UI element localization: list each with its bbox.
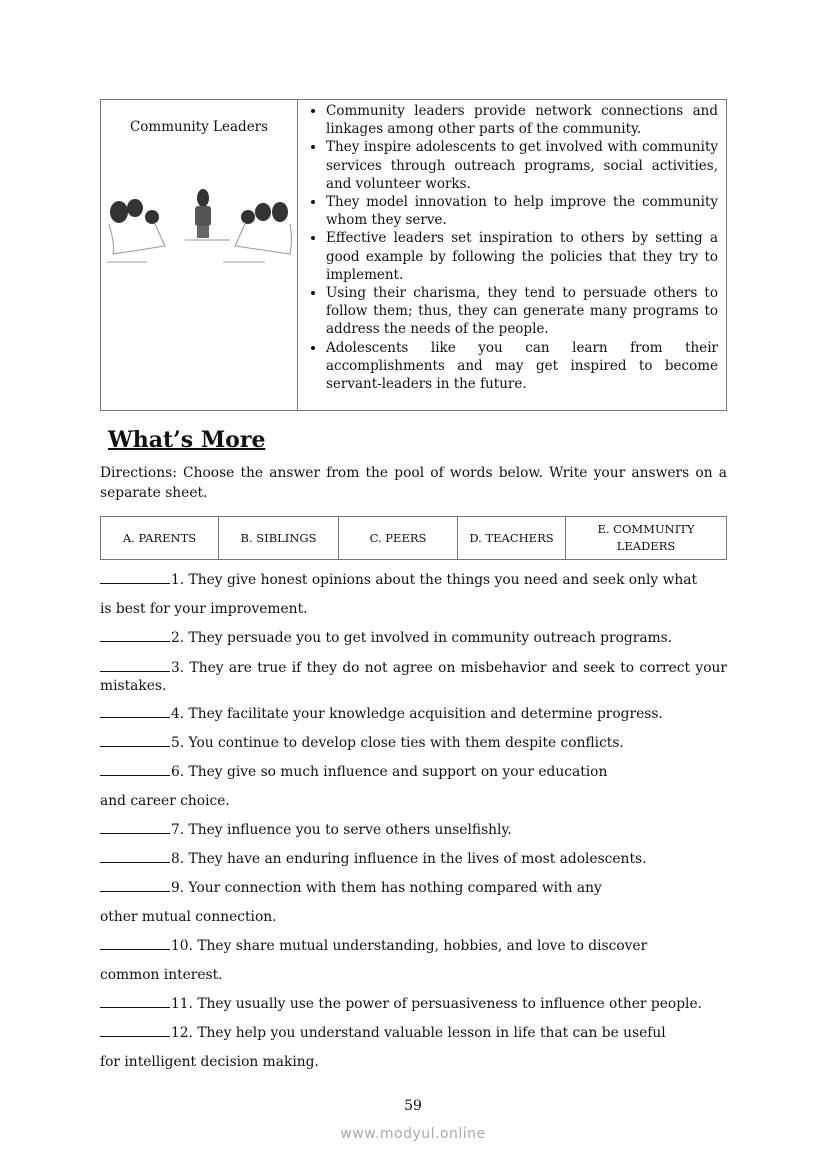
question-text: 10. They share mutual understanding, hobbies, and love to discover: [171, 938, 648, 954]
question-item: [100, 758, 727, 787]
answer-blank[interactable]: [100, 850, 170, 863]
question-text: 8. They have an enduring influence in the lives of most adolescents.: [171, 851, 647, 867]
pool-option: C. PEERS: [339, 517, 458, 559]
question-continuation: and career choice.: [100, 793, 230, 809]
question-item: [100, 624, 727, 653]
answer-blank[interactable]: [100, 659, 170, 672]
question-item: [100, 653, 727, 700]
question-text: 6. They give so much influence and support on your education: [171, 764, 608, 780]
question-text: 12. They help you understand valuable lesson in life that can be useful: [171, 1025, 666, 1041]
bullet-list: [306, 102, 718, 393]
bullet-item: • Using their charisma, they tend to persuade others to follow them; thus, they can generate many programs to address the needs of the people.: [326, 284, 718, 339]
question-text: 4. They facilitate your knowledge acquisition and determine progress.: [171, 706, 663, 722]
bullet-item: • They model innovation to help improve the community whom they serve.: [326, 193, 718, 229]
bullet-item: • Community leaders provide network connections and linkages among other parts of the community.: [326, 102, 718, 138]
question-continuation: for intelligent decision making.: [100, 1054, 319, 1070]
question-text: 9. Your connection with them has nothing compared with any: [171, 880, 602, 896]
answer-blank[interactable]: [100, 734, 170, 747]
answer-blank[interactable]: [100, 821, 170, 834]
answer-blank[interactable]: [100, 571, 170, 584]
pool-option: E. COMMUNITY LEADERS: [597, 522, 695, 553]
page-number: 59: [404, 1098, 422, 1114]
pool-option: A. PARENTS: [101, 517, 219, 559]
question-continuation: other mutual connection.: [100, 909, 277, 925]
bullet-item: • Effective leaders set inspiration to others by setting a good example by following the policies that they try to implement.: [326, 229, 718, 284]
table-left-cell: [101, 100, 298, 410]
question-continuation: is best for your improvement.: [100, 601, 308, 617]
question-text: 3. They are true if they do not agree on misbehavior and seek to correct your mistakes.: [100, 660, 727, 694]
word-pool-table: [100, 516, 727, 560]
answer-blank[interactable]: [100, 629, 170, 642]
watermark: www.modyul.online: [340, 1126, 486, 1142]
question-item: [100, 1019, 727, 1048]
cell-title: Community Leaders: [129, 119, 269, 135]
question-text: 1. They give honest opinions about the things you need and seek only what: [171, 572, 698, 588]
pool-option: D. TEACHERS: [458, 517, 566, 559]
question-item: [100, 700, 727, 729]
answer-blank[interactable]: [100, 937, 170, 950]
answer-blank[interactable]: [100, 763, 170, 776]
question-item: [100, 729, 727, 758]
question-text: 2. They persuade you to get involved in community outreach programs.: [171, 630, 673, 646]
question-item: [100, 845, 727, 874]
question-item: [100, 874, 727, 903]
community-leaders-table: [100, 99, 727, 411]
question-text: 11. They usually use the power of persuasiveness to influence other people.: [171, 996, 702, 1012]
question-continuation: common interest.: [100, 967, 223, 983]
question-text: 5. You continue to develop close ties with them despite conflicts.: [171, 735, 624, 751]
pool-option: B. SIBLINGS: [219, 517, 339, 559]
section-heading: What’s More: [108, 427, 266, 453]
directions-text: Directions: Choose the answer from the pool of words below. Write your answers on a separate sheet.: [100, 465, 727, 501]
answer-blank[interactable]: [100, 705, 170, 718]
question-list: [100, 566, 727, 1077]
answer-blank[interactable]: [100, 1024, 170, 1037]
question-item: [100, 816, 727, 845]
question-item: [100, 566, 727, 595]
bullet-item: • Adolescents like you can learn from their accomplishments and may get inspired to become servant-leaders in the future.: [326, 339, 718, 394]
question-item: [100, 932, 727, 961]
bullet-item: • They inspire adolescents to get involved with community services through outreach programs, social activities, and volunteer works.: [326, 138, 718, 193]
community-leaders-illustration: [105, 184, 295, 264]
question-text: 7. They influence you to serve others unselfishly.: [171, 822, 512, 838]
answer-blank[interactable]: [100, 879, 170, 892]
question-item: [100, 990, 727, 1019]
answer-blank[interactable]: [100, 995, 170, 1008]
table-right-cell: [298, 100, 726, 410]
